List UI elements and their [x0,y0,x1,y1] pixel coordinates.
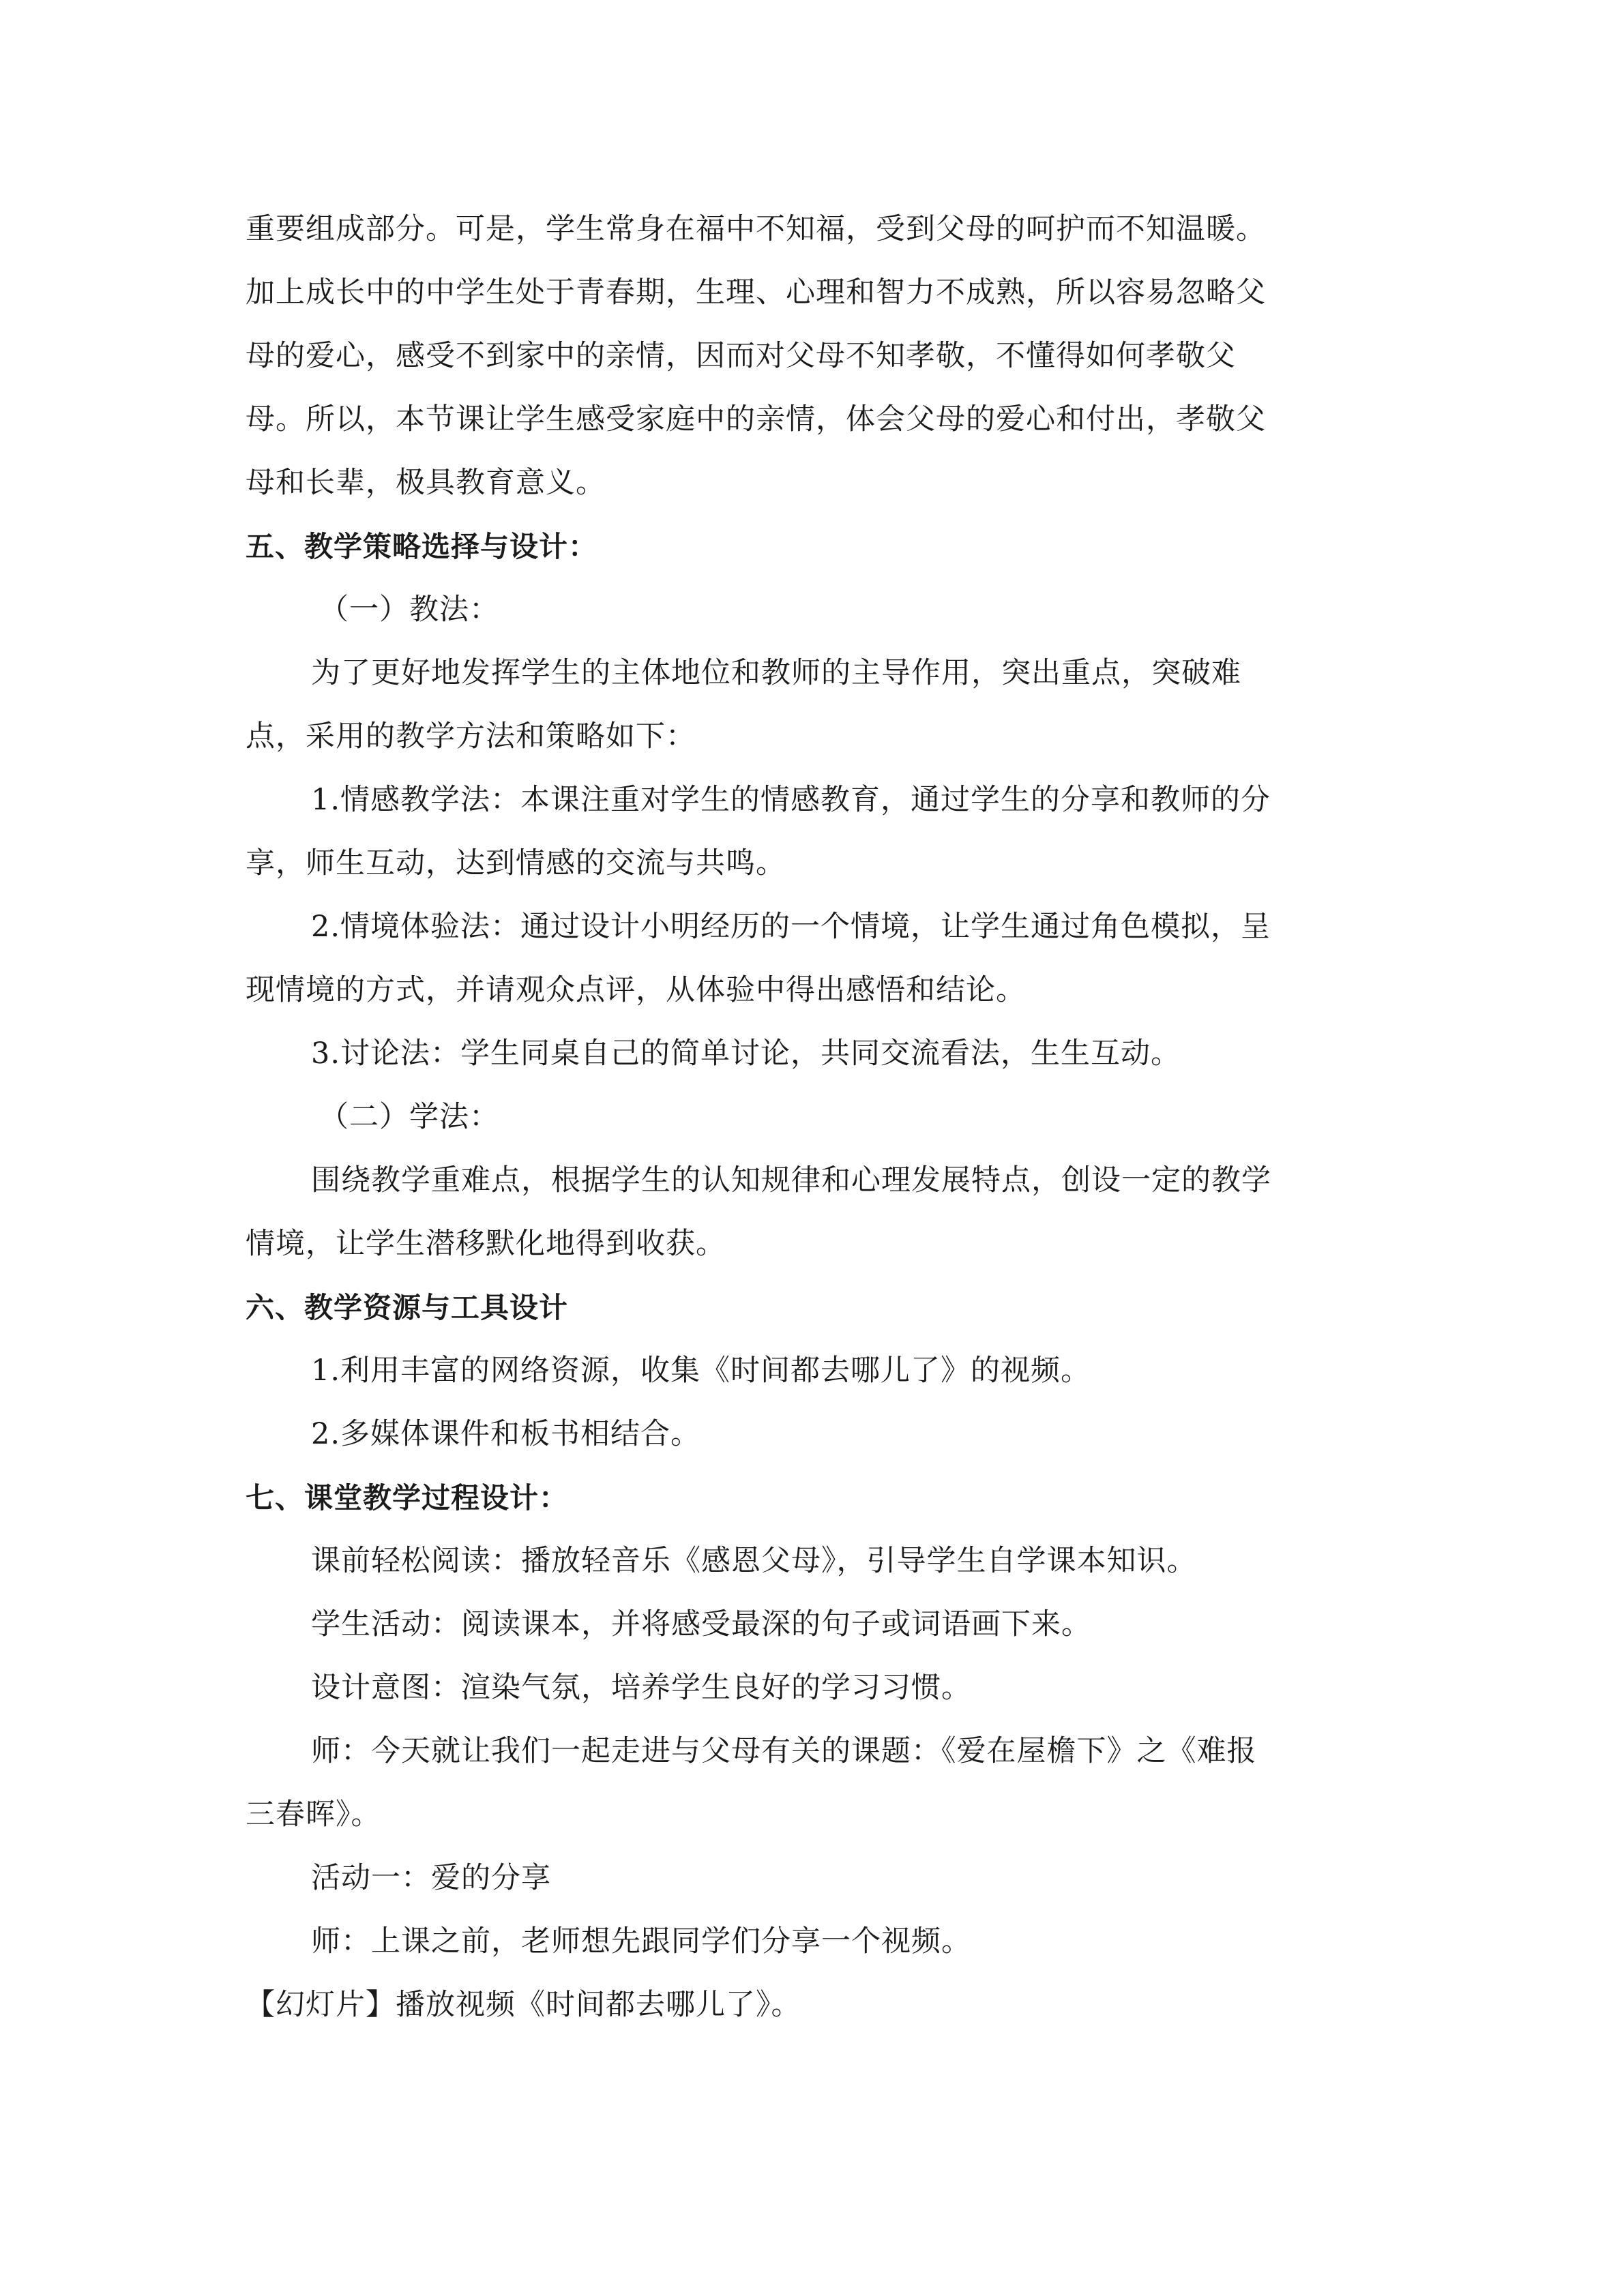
paragraph-line: 现情境的方式，并请观众点评，从体验中得出感悟和结论。 [246,973,1026,1007]
activity-title: 活动一：爱的分享 [311,1861,551,1895]
list-item: 1.利用丰富的网络资源，收集《时间都去哪儿了》的视频。 [311,1354,1091,1388]
paragraph-line: 母的爱心，感受不到家中的亲情，因而对父母不知孝敬，不懂得如何孝敬父 [246,339,1236,373]
paragraph-line: 设计意图：渲染气氛，培养学生良好的学习习惯。 [311,1671,971,1705]
paragraph-line: 学生活动：阅读课本，并将感受最深的句子或词语画下来。 [311,1607,1091,1641]
paragraph-line: 加上成长中的中学生处于青春期，生理、心理和智力不成熟，所以容易忽略父 [246,275,1266,310]
list-item: 2.多媒体课件和板书相结合。 [311,1417,701,1451]
section-heading-6: 六、教学资源与工具设计 [246,1291,569,1324]
paragraph-line: 享，师生互动，达到情感的交流与共鸣。 [246,846,786,880]
list-item: 3.讨论法：学生同桌自己的简单讨论，共同交流看法，生生互动。 [311,1037,1181,1071]
paragraph-line: 母和长辈，极具教育意义。 [246,466,606,500]
paragraph-line: 围绕教学重难点，根据学生的认知规律和心理发展特点，创设一定的教学 [311,1163,1271,1197]
subsection-heading: （一）教法： [319,593,499,627]
document-body [246,198,1364,2037]
paragraph-line: 重要组成部分。可是，学生常身在福中不知福，受到父母的呵护而不知温暖。 [246,212,1266,246]
slide-note: 【幻灯片】播放视频《时间都去哪儿了》。 [246,1988,801,2022]
paragraph-line: 点，采用的教学方法和策略如下： [246,719,696,754]
paragraph-line: 为了更好地发挥学生的主体地位和教师的主导作用，突出重点，突破难 [311,656,1241,690]
paragraph-line: 母。所以，本节课让学生感受家庭中的亲情，体会父母的爱心和付出，孝敬父 [246,402,1266,436]
subsection-heading: （二）学法： [319,1100,499,1134]
paragraph-line: 师：今天就让我们一起走进与父母有关的课题：《爱在屋檐下》之《难报 [311,1734,1257,1768]
list-item: 2.情境体验法：通过设计小明经历的一个情境，让学生通过角色模拟，呈 [311,910,1271,944]
paragraph-line: 情境，让学生潜移默化地得到收获。 [246,1227,726,1261]
paragraph-line: 课前轻松阅读：播放轻音乐《感恩父母》，引导学生自学课本知识。 [311,1544,1197,1578]
paragraph-line: 师：上课之前，老师想先跟同学们分享一个视频。 [311,1924,971,1958]
section-heading-7: 七、课堂教学过程设计： [246,1481,569,1515]
paragraph-line: 三春晖》。 [246,1798,381,1832]
section-heading-5: 五、教学策略选择与设计： [246,530,598,563]
list-item: 1.情感教学法：本课注重对学生的情感教育，通过学生的分享和教师的分 [311,783,1271,817]
